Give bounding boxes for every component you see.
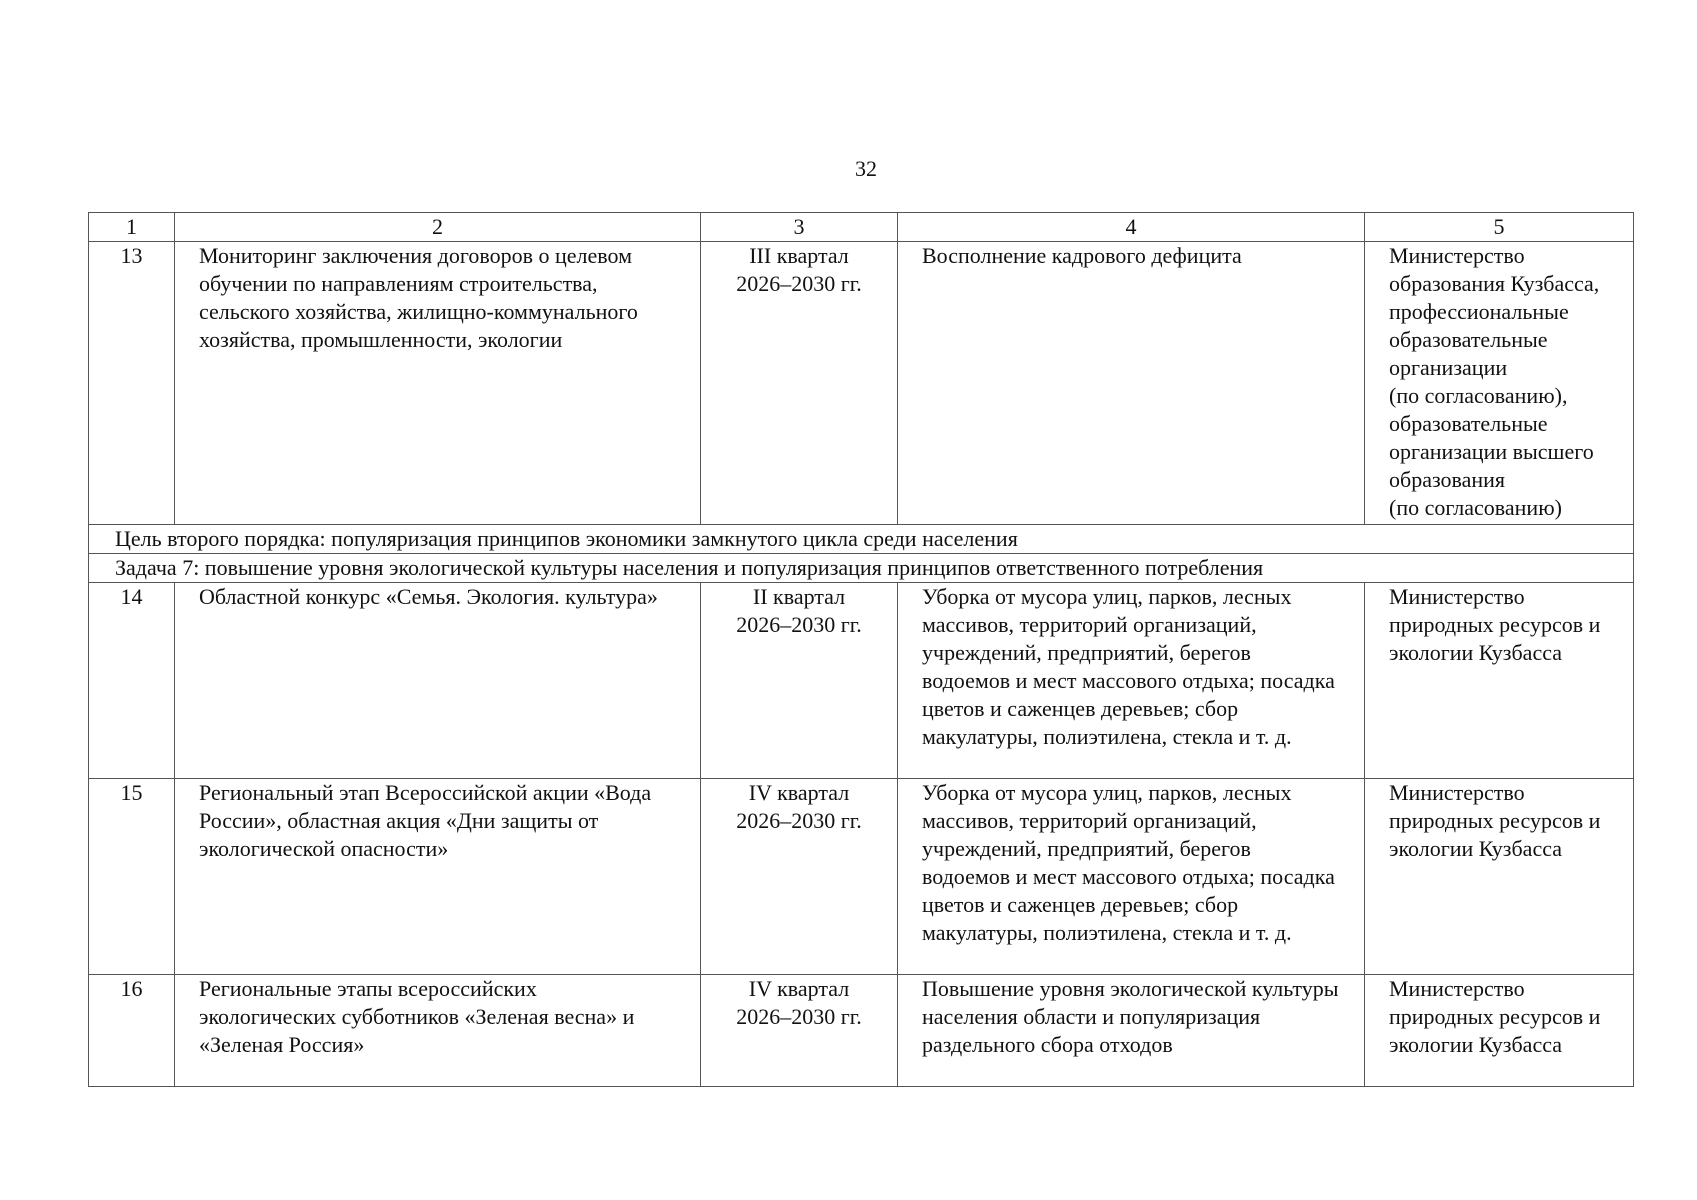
measures-table bbox=[88, 212, 1634, 1087]
period-cell: II квартал 2026–2030 гг. bbox=[701, 583, 898, 779]
result-cell: Повышение уровня экологической культуры населения области и популяризация раздельного сбора отходов bbox=[898, 975, 1365, 1087]
responsible-cell: Министерство природных ресурсов и экологии Кузбасса bbox=[1365, 975, 1634, 1087]
period-cell: IV квартал 2026–2030 гг. bbox=[701, 779, 898, 975]
table-row bbox=[89, 242, 1634, 525]
result-cell: Уборка от мусора улиц, парков, лесных массивов, территорий организаций, учреждений, предприятий, берегов водоемов и мест массового отдыха; посадка цветов и саженцев деревьев; сбор макулатуры, полиэтилена, стекла и т. д. bbox=[898, 779, 1365, 975]
measure-cell: Региональные этапы всероссийских экологических субботников «Зеленая весна» и «Зеленая Россия» bbox=[175, 975, 701, 1087]
measure-cell: Мониторинг заключения договоров о целевом обучении по направлениям строительства, сельского хозяйства, жилищно-коммунального хозяйства, промышленности, экологии bbox=[175, 242, 701, 525]
measure-cell: Региональный этап Всероссийской акции «Вода России», областная акция «Дни защиты от экологической опасности» bbox=[175, 779, 701, 975]
row-number: 16 bbox=[89, 975, 175, 1087]
row-number: 13 bbox=[89, 242, 175, 525]
responsible-cell: Министерство природных ресурсов и экологии Кузбасса bbox=[1365, 779, 1634, 975]
header-cell-3: 3 bbox=[701, 213, 898, 242]
row-number: 14 bbox=[89, 583, 175, 779]
table-row bbox=[89, 583, 1634, 779]
table-header-row bbox=[89, 213, 1634, 242]
table-row bbox=[89, 779, 1634, 975]
header-cell-1: 1 bbox=[89, 213, 175, 242]
header-cell-2: 2 bbox=[175, 213, 701, 242]
responsible-cell: Министерство природных ресурсов и экологии Кузбасса bbox=[1365, 583, 1634, 779]
header-cell-4: 4 bbox=[898, 213, 1365, 242]
row-number: 15 bbox=[89, 779, 175, 975]
task-text: Задача 7: повышение уровня экологической культуры населения и популяризация принципов ответственного потребления bbox=[89, 554, 1634, 583]
period-cell: III квартал 2026–2030 гг. bbox=[701, 242, 898, 525]
result-cell: Уборка от мусора улиц, парков, лесных массивов, территорий организаций, учреждений, предприятий, берегов водоемов и мест массового отдыха; посадка цветов и саженцев деревьев; сбор макулатуры, полиэтилена, стекла и т. д. bbox=[898, 583, 1365, 779]
goal-row bbox=[89, 525, 1634, 554]
page-number: 32 bbox=[855, 156, 877, 181]
measure-cell: Областной конкурс «Семья. Экология. культура» bbox=[175, 583, 701, 779]
result-cell: Восполнение кадрового дефицита bbox=[898, 242, 1365, 525]
task-row bbox=[89, 554, 1634, 583]
table-row bbox=[89, 975, 1634, 1087]
responsible-cell: Министерство образования Кузбасса, профессиональные образовательные организации (по согласованию), образовательные организации высшего образования (по согласованию) bbox=[1365, 242, 1634, 525]
goal-text: Цель второго порядка: популяризация принципов экономики замкнутого цикла среди населения bbox=[89, 525, 1634, 554]
header-cell-5: 5 bbox=[1365, 213, 1634, 242]
period-cell: IV квартал 2026–2030 гг. bbox=[701, 975, 898, 1087]
